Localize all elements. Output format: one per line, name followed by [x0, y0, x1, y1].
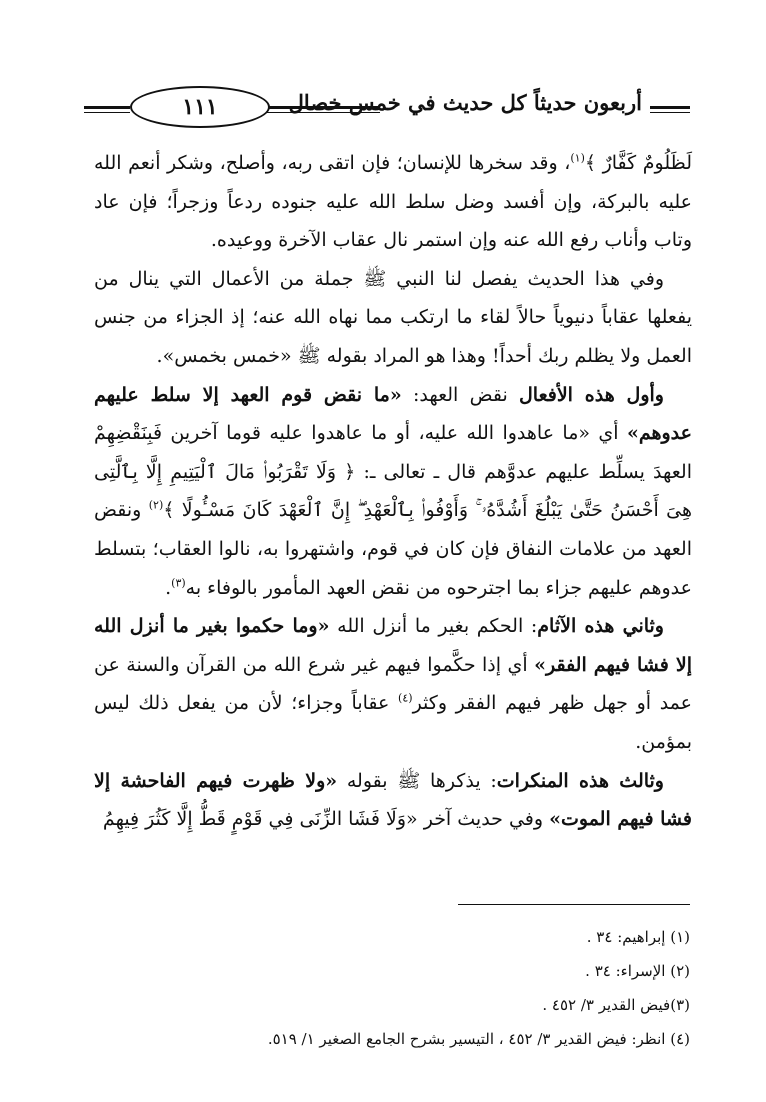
- paragraph-5-text-a: : يذكرها ﷺ بقوله: [337, 769, 497, 792]
- footnote-3: (٣)فيض القدير ٣/ ٤٥٢ .: [542, 996, 690, 1014]
- header-rule-left: [84, 106, 130, 109]
- footnote-ref-4[interactable]: (٤): [398, 691, 413, 705]
- footnote-separator: [458, 904, 690, 905]
- paragraph-3: [94, 376, 692, 608]
- hadith-quote-1: «ما نقض قوم العهد إلا سلط عليهم عدوهم»: [94, 383, 692, 445]
- paragraph-5-text-b: وفي حديث آخر «وَلَا فَشَا الزِّنَى فِي قَوْمٍ قَطُّ إِلَّا كَثُرَ فِيهِمُ: [102, 808, 550, 831]
- paragraph-4-text-b: أي إذا حكَّموا فيهم غير شرع الله من القرآن والسنة عن عمد أو جهل ظهر فيهم الفقر وكثر: [94, 653, 693, 715]
- verse-fragment: لَظَلُومٌ كَفَّارٌ ﴾: [584, 152, 692, 174]
- paragraph-1-text: ، وقد سخرها للإنسان؛ فإن اتقى ربه، وأصلح، وشكر أنعم الله عليه بالبركة، وإن أفسد وضل سلط الله عليه جنوده ردعاً وزجراً؛ فإن عاد وتاب وأناب رفع الله عنه وإن استمر نال عقاب الآخرة ووعيده.: [94, 152, 692, 252]
- running-title: أربعون حديثاً كل حديث في خمس خصال: [288, 90, 642, 115]
- footnote-1: (١) إبراهيم: ٣٤ .: [586, 928, 690, 946]
- hadith-quote-2: «وما حكموا بغير ما أنزل الله إلا فشا فيهم الفقر»: [94, 615, 692, 676]
- paragraph-5-lead: وثالث هذه المنكرات: [496, 769, 664, 792]
- paragraph-2: وفي هذا الحديث يفصل لنا النبي ﷺ جملة من الأعمال التي ينال من يفعلها عقاباً دنيوياً حالاً لقاء ما ارتكب مما نهاه الله عنه؛ إذ الجزاء من جنس العمل ولا يظلم ربك أحداً! وهذا هو المراد بقوله ﷺ «خمس بخمس».: [94, 267, 692, 367]
- page-number: ١١١: [130, 86, 270, 128]
- header-rule-middle: [266, 106, 380, 109]
- footnote-4: (٤) انظر: فيض القدير ٣/ ٤٥٢ ، التيسير بشرح الجامع الصغير ١/ ٥١٩.: [267, 1030, 690, 1048]
- paragraph-4: [94, 607, 692, 761]
- paragraph-4-lead: وثاني هذه الآثام: [537, 615, 664, 638]
- paragraph-4-text-c: عقاباً وجزاء؛ لأن من يفعل ذلك ليس بمؤمن.: [94, 692, 692, 753]
- main-text: [94, 144, 692, 839]
- footnotes: [90, 920, 690, 1056]
- paragraph-3-text-a: نقض العهد:: [401, 383, 519, 406]
- paragraph-4-text-a: : الحكم بغير ما أنزل الله: [329, 615, 538, 638]
- paragraph-3-text-c: ونقض العهد من علامات النفاق فإن كان في قوم، واشتهروا به، نالوا العقاب؛ بتسلط عدوهم عليهم جزاء بما اجترحوه من نقض العهد المأمور بالوفاء به: [94, 499, 692, 599]
- footnote-2: (٢) الإسراء: ٣٤ .: [585, 962, 690, 980]
- footnote-ref-1[interactable]: (١): [570, 151, 585, 165]
- footnote-ref-3[interactable]: (٣): [171, 576, 186, 590]
- header-rule-right: [650, 106, 690, 109]
- hadith-quote-3: «ولا ظهرت فيهم الفاحشة إلا فشا فيهم الموت»: [94, 769, 692, 831]
- verse-quote: ﴿ وَلَا تَقْرَبُوا۟ مَالَ ٱلْيَتِيمِ إِلَّا بِٱلَّتِى هِىَ أَحْسَنُ حَتَّىٰ يَبْلُغَ أَشُدَّهُۥ ۚ وَأَوْفُوا۟ بِٱلْعَهْدِ ۖ إِنَّ ٱلْعَهْدَ كَانَ مَسْـُٔولًا ﴾: [94, 460, 692, 522]
- paragraph-3-text-b: أي «ما عاهدوا الله عليه، أو ما عاهدوا عليه قوما آخرين فَبِنَقْضِهِمْ العهدَ يسلِّط عليهم عدوَّهم قال ـ تعالى ـ:: [94, 422, 692, 483]
- paragraph-5: [94, 762, 692, 839]
- paragraph-3-lead: وأول هذه الأفعال: [519, 383, 664, 406]
- page-header: [84, 78, 690, 134]
- paragraph-1: [94, 144, 692, 260]
- footnote-ref-2[interactable]: (٢): [148, 499, 164, 513]
- paragraph-3-end: .: [165, 576, 172, 599]
